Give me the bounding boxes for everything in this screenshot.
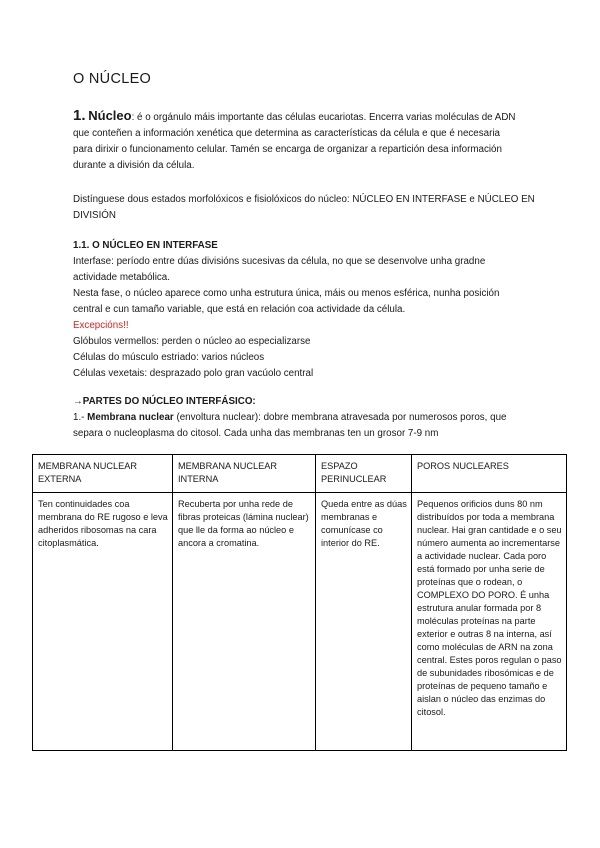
section-heading: 1.1. O NÚCLEO EN INTERFASE	[73, 240, 218, 251]
exception-item: Glóbulos vermellos: perden o núcleo ao especializarse	[73, 336, 311, 347]
interfase-line-1: Interfase: período entre dúas divisións sucesivas da célula, no que se desenvolve unha gradne	[73, 256, 486, 267]
intro-line-1: Distínguese dous estados morfolóxicos e fisiolóxicos do núcleo: NÚCLEO EN INTERFASE e NÚCLEO EN	[73, 194, 535, 205]
page-title: O NÚCLEO	[73, 71, 152, 87]
table-header-cell: POROS NUCLEARES	[412, 455, 567, 493]
section-parts	[73, 394, 543, 442]
interfase-line-2: actividade metabólica.	[73, 272, 170, 283]
parts-item-text: (envoltura nuclear): dobre membrana atravesada por numerosos poros, que	[173, 412, 507, 423]
table-header-cell: MEMBRANA NUCLEAR EXTERNA	[33, 455, 173, 493]
parts-item-line-1	[73, 410, 543, 426]
table-cell: Recuberta por unha rede de fibras proteicas (lámina nuclear) que lle da forma ao núcleo e ancora a cromatina.	[173, 493, 316, 751]
table-header-cell: ESPAZO PERINUCLEAR	[316, 455, 412, 493]
heading1-text-4: durante a división da célula.	[73, 160, 195, 171]
interfase-line-4: central e cun tamaño variable, que está en relación coa actividade da célula.	[73, 304, 406, 315]
intro-paragraph	[73, 192, 543, 224]
interfase-line-3: Nesta fase, o núcleo aparece como unha estrutura única, máis ou menos esférica, nunha posición	[73, 288, 500, 299]
exception-item: Células vexetais: desprazado polo gran vacúolo central	[73, 368, 314, 379]
heading1-text-2: que conteñen a información xenética que determina as características da célula e que é necesaria	[73, 128, 500, 139]
exceptions-label: Excepcións!!	[73, 320, 129, 331]
heading1-text-3: para dirixir o funcionamento celular. Tamén se encarga de organizar a repartición desa información	[73, 144, 502, 155]
exception-item: Células do músculo estriado: varios núcleos	[73, 352, 265, 363]
parts-item-prefix: 1.-	[73, 412, 88, 423]
heading1-number: 1.	[73, 107, 86, 124]
intro-line-2: DIVISIÓN	[73, 210, 117, 221]
table-header-cell: MEMBRANA NUCLEAR INTERNA	[173, 455, 316, 493]
heading1-line-1	[73, 108, 543, 126]
table-cell: Ten continuidades coa membrana do RE rugoso e leva adheridos ribosomas na cara citoplasmática.	[33, 493, 173, 751]
parts-item-term: Membrana nuclear	[87, 412, 174, 423]
heading1-paragraph	[73, 108, 543, 174]
membrane-table	[32, 454, 567, 751]
parts-item-line-2: separa o nucleoplasma do citosol. Cada unha das membranas ten un grosor 7-9 nm	[73, 428, 439, 439]
heading1-text-1: : é o orgánulo máis importante das células eucariotas. Encerra varias moléculas de ADN	[131, 112, 516, 123]
parts-heading: →PARTES DO NÚCLEO INTERFÁSICO:	[73, 396, 256, 407]
table-row	[33, 493, 567, 751]
table-cell: Pequenos orificios duns 80 nm distribuídos por toda a membrana nuclear. Hai gran cantidade e o seu número aumenta ao incrementarse a actividade nuclear. Cada poro está formado por unha serie de proteínas que o rodean, o COMPLEXO DO PORO. É unha estrutura anular formada por 8 moléculas proteínas na parte exterior e outras 8 na interna, así como moléculas de ARN na zona central. Estes poros regulan o paso de subunidades ribosómicas e de proteínas de pequeno tamaño e aislan o núcleo das enzimas do citosol.	[412, 493, 567, 751]
table-header-row	[33, 455, 567, 493]
table-cell: Queda entre as dúas membranas e comunícase co interior do RE.	[316, 493, 412, 751]
section-interfase	[73, 238, 543, 382]
heading1-word: Núcleo	[88, 108, 132, 123]
